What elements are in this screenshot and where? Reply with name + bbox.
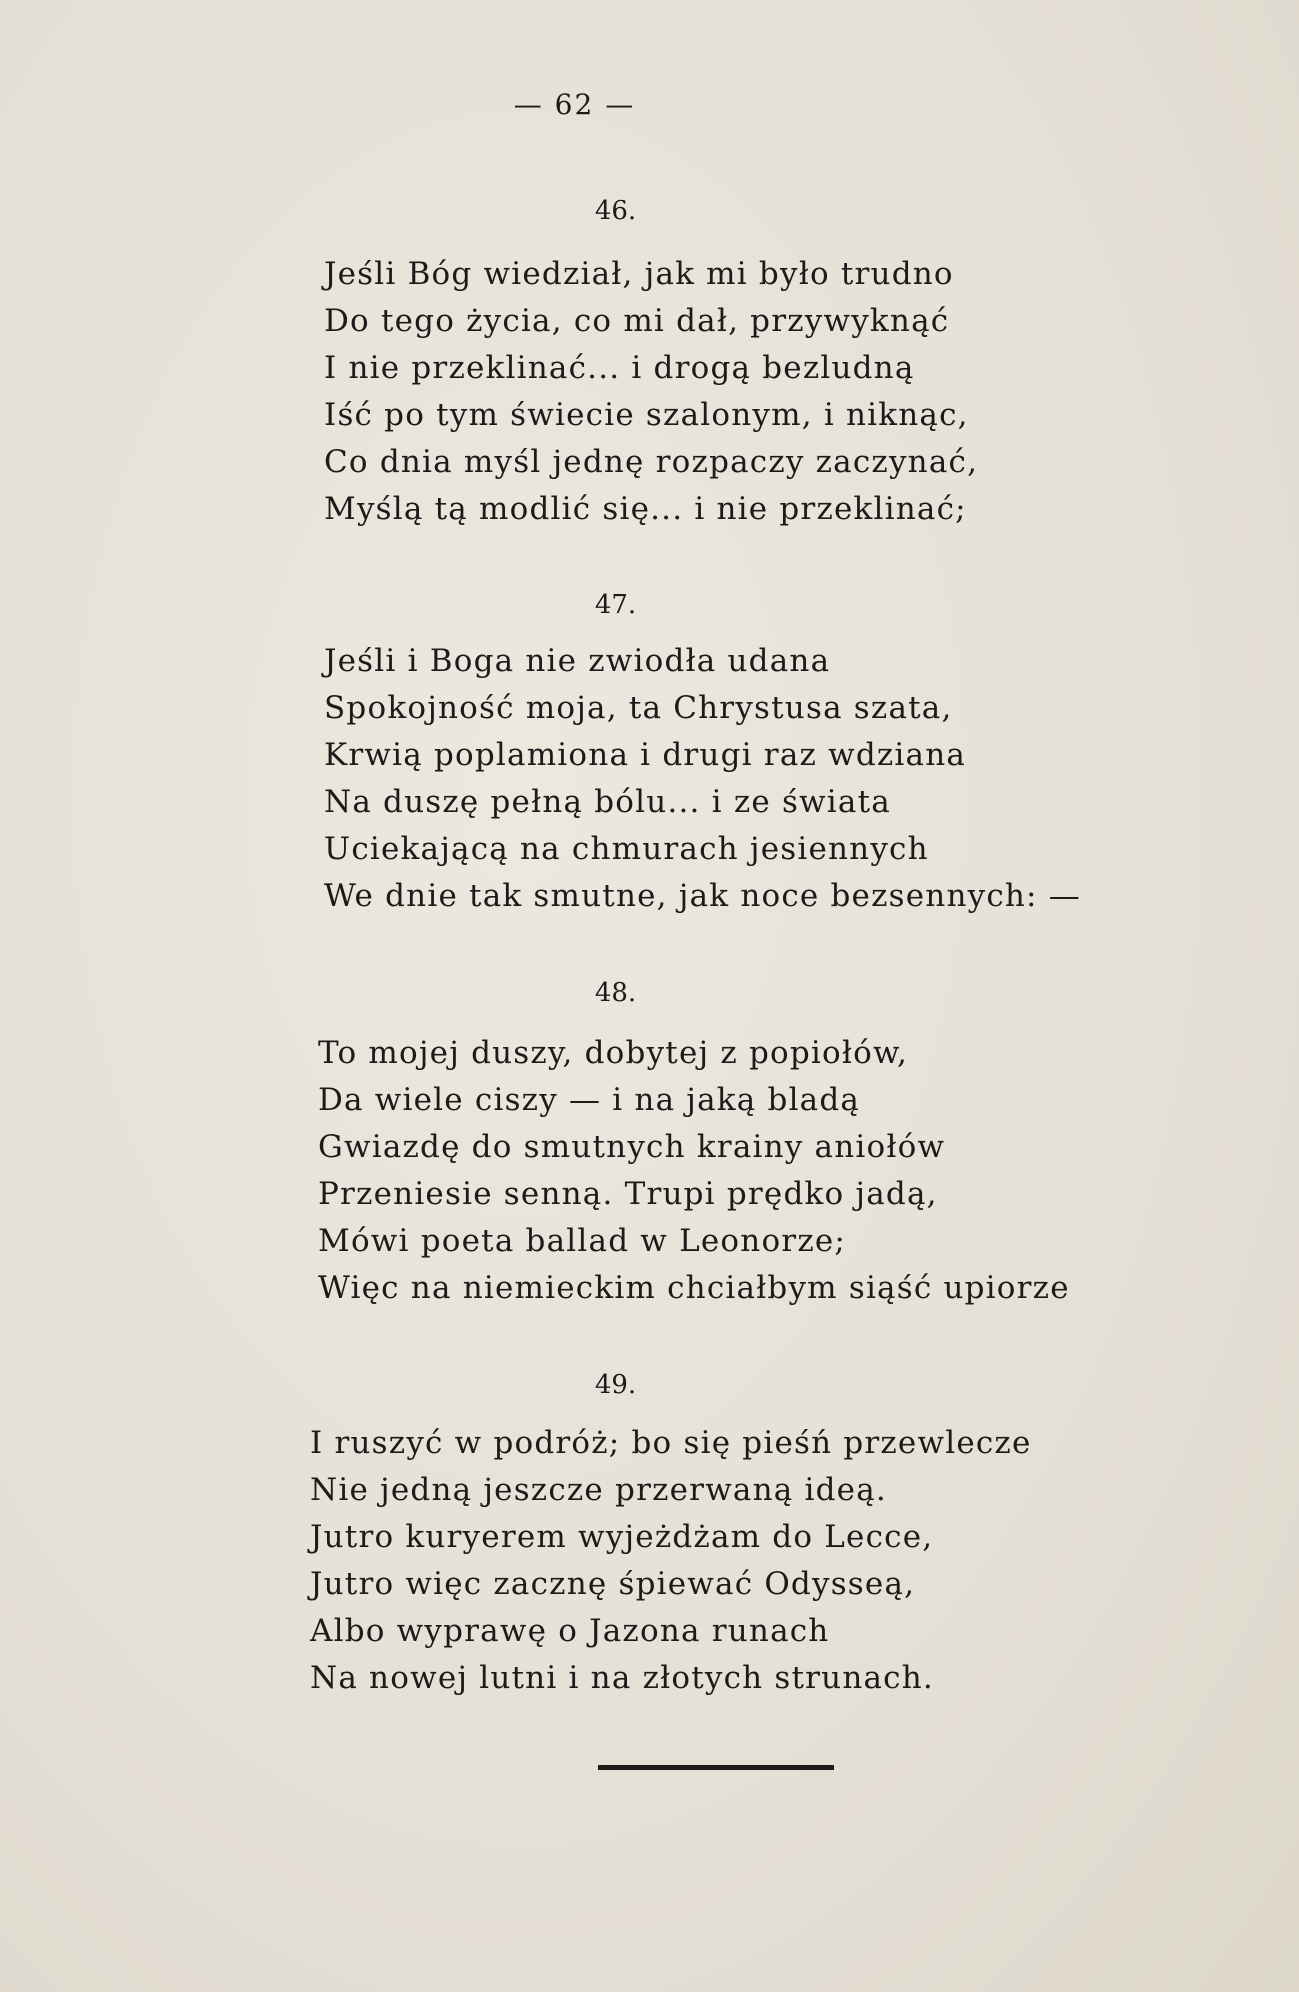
verse-line: Myślą tą modlić się... i nie przeklinać; — [324, 491, 967, 527]
verse-line: Uciekającą na chmurach jesiennych — [324, 831, 929, 867]
verse-line: Spokojność moja, ta Chrystusa szata, — [324, 690, 953, 726]
verse-line: Co dnia myśl jednę rozpaczy zaczynać, — [324, 444, 979, 480]
stanza — [324, 638, 1081, 920]
verse-line: Do tego życia, co mi dał, przywyknąć — [324, 303, 950, 339]
stanza-number: 47. — [594, 590, 637, 620]
page-number: — 62 — — [513, 88, 636, 121]
verse-line: I ruszyć w podróż; bo się pieśń przewlecze — [310, 1425, 1032, 1461]
verse-line: Nie jedną jeszcze przerwaną ideą. — [310, 1472, 887, 1508]
verse-line: Iść po tym świecie szalonym, i niknąc, — [324, 397, 969, 433]
verse-line: Mówi poeta ballad w Leonorze; — [318, 1223, 847, 1259]
stanza-number: 46. — [594, 196, 637, 226]
verse-line: Jutro więc zacznę śpiewać Odysseą, — [310, 1566, 916, 1602]
verse-line: Krwią poplamiona i drugi raz wdziana — [324, 737, 967, 773]
verse-line: I nie przeklinać... i drogą bezludną — [324, 350, 915, 386]
verse-line: Więc na niemieckim chciałbym siąść upiorze — [318, 1270, 1070, 1306]
verse-line: Albo wyprawę o Jazona runach — [310, 1613, 830, 1649]
stanza-number: 48. — [594, 978, 637, 1008]
stanza — [318, 1030, 1070, 1312]
verse-line: Jeśli i Boga nie zwiodła udana — [324, 643, 831, 679]
verse-line: Jutro kuryerem wyjeżdżam do Lecce, — [310, 1519, 934, 1555]
verse-line: Na nowej lutni i na złotych strunach. — [310, 1660, 934, 1696]
verse-line: Gwiazdę do smutnych krainy aniołów — [318, 1129, 946, 1165]
verse-line: Przeniesie senną. Trupi prędko jadą, — [318, 1176, 938, 1212]
verse-line: To mojej duszy, dobytej z popiołów, — [318, 1035, 909, 1071]
verse-line: Na duszę pełną bólu... i ze świata — [324, 784, 891, 820]
stanza-number: 49. — [594, 1370, 637, 1400]
stanza — [324, 251, 978, 533]
end-rule — [598, 1765, 834, 1770]
verse-line: Da wiele ciszy — i na jaką bladą — [318, 1082, 861, 1118]
verse-line: We dnie tak smutne, jak noce bezsennych: — — [324, 878, 1081, 914]
stanza — [310, 1420, 1032, 1702]
verse-line: Jeśli Bóg wiedział, jak mi było trudno — [324, 256, 954, 292]
